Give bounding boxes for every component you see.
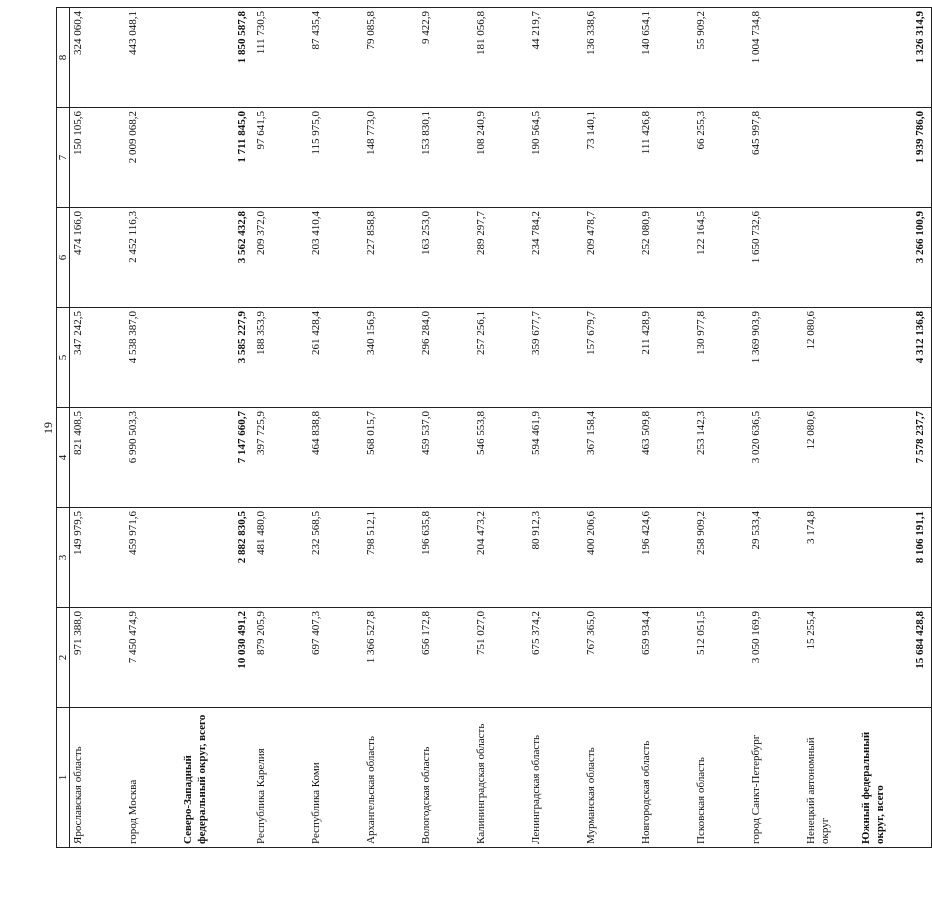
table-row [583, 8, 638, 848]
value-cell: 258 909,2 [693, 508, 748, 608]
value-cell: 397 725,9 [253, 408, 308, 508]
value-cell: 1 366 527,8 [363, 608, 418, 708]
value-cell: 2 009 068,2 [125, 108, 180, 208]
value-cell: 645 997,8 [748, 108, 803, 208]
value-cell: 3 266 100,9 [858, 208, 932, 308]
value-cell: 15 255,4 [803, 608, 858, 708]
value-cell [803, 208, 858, 308]
table-row [528, 8, 583, 848]
value-cell: 971 388,0 [70, 608, 126, 708]
value-cell: 203 410,4 [308, 208, 363, 308]
value-cell: 209 478,7 [583, 208, 638, 308]
value-cell: 464 838,8 [308, 408, 363, 508]
value-cell: 234 784,2 [528, 208, 583, 308]
value-cell: 340 156,9 [363, 308, 418, 408]
table-row [858, 8, 932, 848]
value-cell: 252 080,9 [638, 208, 693, 308]
value-cell: 97 641,5 [253, 108, 308, 208]
value-cell: 108 240,9 [473, 108, 528, 208]
value-cell: 3 585 227,9 [180, 308, 253, 408]
value-cell: 512 051,5 [693, 608, 748, 708]
value-cell: 136 338,6 [583, 8, 638, 108]
value-cell: 73 140,1 [583, 108, 638, 208]
value-cell: 196 424,6 [638, 508, 693, 608]
region-name: Новгородская область [638, 708, 693, 848]
value-cell: 150 105,6 [70, 108, 126, 208]
table-row [803, 8, 858, 848]
value-cell: 367 158,4 [583, 408, 638, 508]
value-cell: 3 050 169,9 [748, 608, 803, 708]
value-cell: 798 512,1 [363, 508, 418, 608]
value-cell: 1 711 845,0 [180, 108, 253, 208]
value-cell: 140 654,1 [638, 8, 693, 108]
value-cell: 188 353,9 [253, 308, 308, 408]
value-cell: 594 461,9 [528, 408, 583, 508]
value-cell: 1 326 314,9 [858, 8, 932, 108]
value-cell: 3 562 432,8 [180, 208, 253, 308]
table-row [70, 8, 126, 848]
value-cell: 227 858,8 [363, 208, 418, 308]
value-cell: 767 365,0 [583, 608, 638, 708]
table-row [180, 8, 253, 848]
column-header: 2 [57, 608, 70, 708]
value-cell: 148 773,0 [363, 108, 418, 208]
value-cell: 751 027,0 [473, 608, 528, 708]
column-header: 7 [57, 108, 70, 208]
value-cell: 12 080,6 [803, 308, 858, 408]
value-cell: 4 312 136,8 [858, 308, 932, 408]
page-number: 19 [41, 422, 55, 434]
value-cell: 3 174,8 [803, 508, 858, 608]
table-row [253, 8, 308, 848]
value-cell: 66 255,3 [693, 108, 748, 208]
value-cell: 130 977,8 [693, 308, 748, 408]
region-name: Вологодская область [418, 708, 473, 848]
value-cell: 697 407,3 [308, 608, 363, 708]
region-name: Псковская область [693, 708, 748, 848]
value-cell [803, 8, 858, 108]
table-row [125, 8, 180, 848]
value-cell: 190 564,5 [528, 108, 583, 208]
value-cell: 153 830,1 [418, 108, 473, 208]
value-cell: 6 990 503,3 [125, 408, 180, 508]
value-cell: 359 677,7 [528, 308, 583, 408]
value-cell: 149 979,5 [70, 508, 126, 608]
column-header: 8 [57, 8, 70, 108]
value-cell: 463 509,8 [638, 408, 693, 508]
region-name: Ленинградская область [528, 708, 583, 848]
value-cell: 289 297,7 [473, 208, 528, 308]
value-cell: 232 568,5 [308, 508, 363, 608]
value-cell: 459 537,0 [418, 408, 473, 508]
value-cell: 443 048,1 [125, 8, 180, 108]
table-row [418, 8, 473, 848]
region-name: Республика Карелия [253, 708, 308, 848]
value-cell: 87 435,4 [308, 8, 363, 108]
value-cell: 459 971,6 [125, 508, 180, 608]
value-cell: 2 452 116,3 [125, 208, 180, 308]
region-name: Ярославская область [70, 708, 126, 848]
value-cell: 1 850 587,8 [180, 8, 253, 108]
value-cell: 2 882 830,5 [180, 508, 253, 608]
value-cell: 546 553,8 [473, 408, 528, 508]
value-cell: 324 060,4 [70, 8, 126, 108]
region-name: Калининградская область [473, 708, 528, 848]
region-name: город Санкт-Петербург [748, 708, 803, 848]
value-cell: 7 450 474,9 [125, 608, 180, 708]
value-cell: 181 056,8 [473, 8, 528, 108]
column-header: 5 [57, 308, 70, 408]
value-cell: 209 372,0 [253, 208, 308, 308]
table-row [693, 8, 748, 848]
value-cell: 821 408,5 [70, 408, 126, 508]
column-header: 1 [57, 708, 70, 848]
table-row [363, 8, 418, 848]
value-cell: 257 256,1 [473, 308, 528, 408]
value-cell: 1 650 732,6 [748, 208, 803, 308]
region-name: Северо-Западный федеральный округ, всего [180, 708, 253, 848]
value-cell: 80 912,3 [528, 508, 583, 608]
value-cell: 253 142,3 [693, 408, 748, 508]
column-header: 4 [57, 408, 70, 508]
column-header: 6 [57, 208, 70, 308]
header-row [57, 8, 70, 848]
region-name: город Москва [125, 708, 180, 848]
value-cell: 1 004 734,8 [748, 8, 803, 108]
value-cell: 111 426,8 [638, 108, 693, 208]
value-cell: 15 684 428,8 [858, 608, 932, 708]
value-cell: 659 934,4 [638, 608, 693, 708]
value-cell: 55 909,2 [693, 8, 748, 108]
value-cell: 481 480,0 [253, 508, 308, 608]
region-name: Южный федеральный округ, всего [858, 708, 932, 848]
value-cell: 675 374,2 [528, 608, 583, 708]
value-cell: 656 172,8 [418, 608, 473, 708]
value-cell: 44 219,7 [528, 8, 583, 108]
column-header: 3 [57, 508, 70, 608]
value-cell: 163 253,0 [418, 208, 473, 308]
value-cell: 196 635,8 [418, 508, 473, 608]
value-cell: 7 147 660,7 [180, 408, 253, 508]
value-cell: 79 085,8 [363, 8, 418, 108]
value-cell: 9 422,9 [418, 8, 473, 108]
value-cell: 1 939 786,0 [858, 108, 932, 208]
table-row [638, 8, 693, 848]
region-name: Архангельская область [363, 708, 418, 848]
value-cell: 157 679,7 [583, 308, 638, 408]
value-cell: 1 369 903,9 [748, 308, 803, 408]
value-cell: 296 284,0 [418, 308, 473, 408]
value-cell: 115 975,0 [308, 108, 363, 208]
value-cell: 10 030 491,2 [180, 608, 253, 708]
region-name: Республика Коми [308, 708, 363, 848]
value-cell: 261 428,4 [308, 308, 363, 408]
value-cell: 111 730,5 [253, 8, 308, 108]
value-cell: 879 205,9 [253, 608, 308, 708]
region-name: Ненецкий автономный округ [803, 708, 858, 848]
value-cell: 211 428,9 [638, 308, 693, 408]
value-cell [803, 108, 858, 208]
value-cell: 29 533,4 [748, 508, 803, 608]
table-row [473, 8, 528, 848]
table-row [308, 8, 363, 848]
table-body [70, 8, 932, 848]
value-cell: 122 164,5 [693, 208, 748, 308]
value-cell: 8 106 191,1 [858, 508, 932, 608]
value-cell: 12 080,6 [803, 408, 858, 508]
value-cell: 7 578 237,7 [858, 408, 932, 508]
budget-table [56, 7, 932, 848]
value-cell: 400 206,6 [583, 508, 638, 608]
rotated-page [40, 8, 926, 848]
region-name: Мурманская область [583, 708, 638, 848]
value-cell: 568 015,7 [363, 408, 418, 508]
value-cell: 3 020 636,5 [748, 408, 803, 508]
value-cell: 204 473,2 [473, 508, 528, 608]
value-cell: 4 538 387,0 [125, 308, 180, 408]
table-row [748, 8, 803, 848]
value-cell: 474 166,0 [70, 208, 126, 308]
value-cell: 347 242,5 [70, 308, 126, 408]
